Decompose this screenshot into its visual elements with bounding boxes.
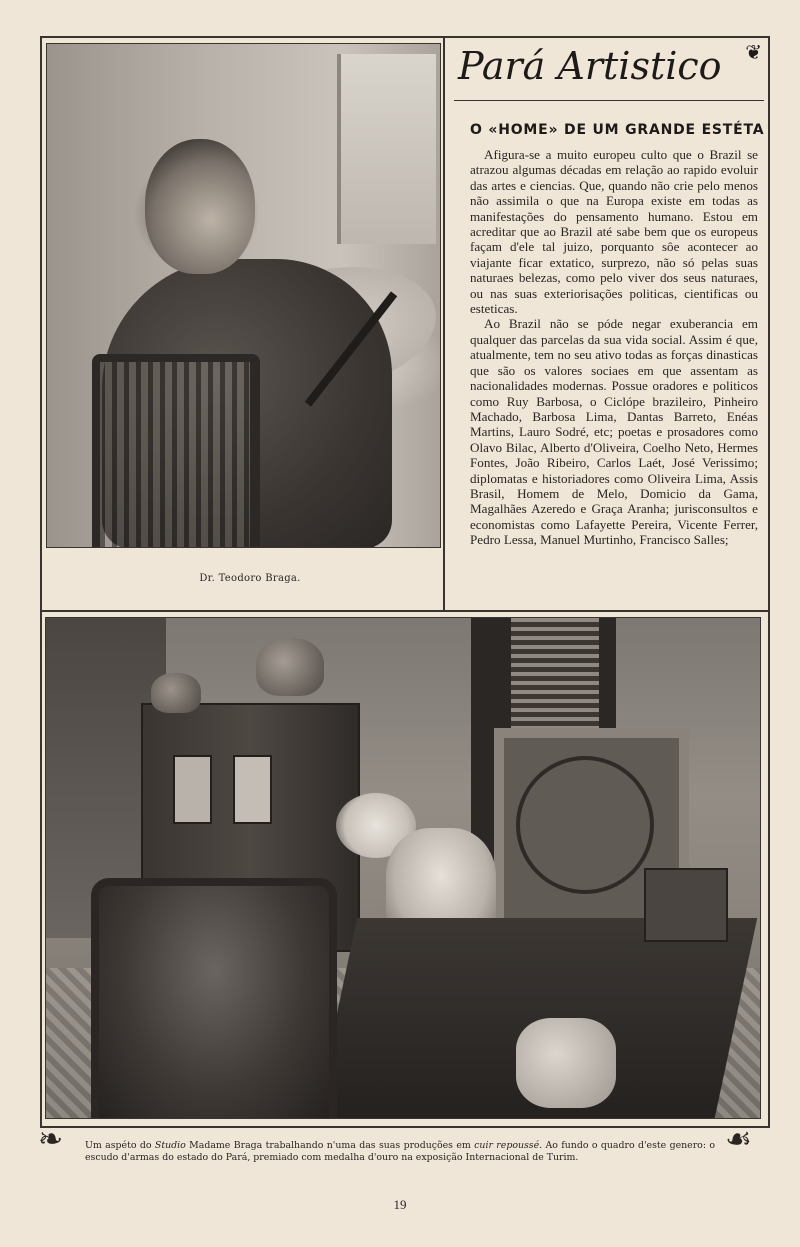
studio-shutter bbox=[511, 618, 599, 728]
portrait-figure-head bbox=[145, 139, 255, 274]
studio-caption-part3: . Ao fundo o quadro d'este genero: o escudo d'armas do estado do Pará, premiado com medalha d'ouro na exposição Internacional de Turim. bbox=[85, 1140, 715, 1163]
right-flourish-icon: ☙ bbox=[725, 1122, 752, 1157]
article-body bbox=[470, 147, 758, 548]
studio-caption-part2: Madame Braga trabalhando n'uma das suas produções em bbox=[185, 1140, 475, 1151]
article-paragraph: Afigura-se a muito europeu culto que o Brazil se atrazou algumas décadas em relação ao rapido evoluir das artes e ciencias. Que, quando não crie pelo menos não assimila o que na Europa existe em todas as manifestações do pensamento humano. Estou em acreditar que ao Brazil até sabe bem que os europeus façam d'ele tal juizo, porquanto sôe acontecer ao viajante ficar extatico, surprezo, não só pelas suas naturaes belezas, como pelo viver dos seus naturaes, ou nas suas exteriorisações politicas, cientificas ou esteticas. bbox=[470, 147, 758, 317]
studio-caption-technique: cuir repoussé bbox=[474, 1140, 540, 1151]
cabinet-pane bbox=[173, 755, 212, 824]
portrait-chair bbox=[92, 354, 260, 548]
studio-caption bbox=[85, 1140, 715, 1164]
studio-vase bbox=[256, 638, 324, 696]
masthead-title: Pará Artistico bbox=[458, 44, 722, 88]
cabinet-pane bbox=[233, 755, 272, 824]
article-paragraph: Ao Brazil não se póde negar exuberancia em qualquer das parcelas da sua vida social. Assim é que, atualmente, tem no seu ativo todas as forças dinasticas que são os valores sociaes em que assentam as nacionalidades modernas. Possue oradores e politicos como Ruy Barbosa, o Ciclópe brazileiro, Pinheiro Machado, Barbosa Lima, Dantas Barreto, Enéas Martins, Lauro Sodré, etc; poetas e prosadores como Olavo Bilac, Alberto d'Oliveira, Coelho Neto, Hermes Fontes, João Ribeiro, Carlos Laét, José Verissimo; diplomatas e historiadores como Oliveira Lima, Assis Brasil, Homem de Melo, Domicio da Gama, Magalhães Azeredo e Graça Aranha; jurisconsultos e economistas como Lafayette Pereira, Vicente Ferrer, Pedro Lessa, Manuel Murtinho, Francisco Salles; bbox=[470, 316, 758, 548]
portrait-window bbox=[337, 54, 436, 244]
studio-vase bbox=[151, 673, 201, 713]
left-flourish-icon: ❧ bbox=[38, 1122, 64, 1157]
masthead bbox=[452, 40, 764, 102]
article-title: O «HOME» DE UM GRANDE ESTÉTA bbox=[470, 122, 765, 138]
vertical-divider bbox=[443, 36, 445, 612]
masthead-flourish-icon: ❦ bbox=[745, 40, 762, 64]
studio-leather-bag bbox=[516, 1018, 616, 1108]
portrait-caption: Dr. Teodoro Braga. bbox=[199, 573, 301, 584]
horizontal-divider bbox=[40, 610, 768, 612]
studio-photo bbox=[45, 617, 761, 1119]
studio-box bbox=[644, 868, 728, 942]
coat-of-arms-wreath bbox=[516, 756, 654, 894]
page-number: 19 bbox=[393, 1197, 407, 1212]
studio-caption-studio-word: Studio bbox=[154, 1140, 186, 1151]
studio-chair bbox=[91, 878, 337, 1119]
masthead-rule bbox=[454, 100, 764, 101]
studio-caption-part1: Um aspéto do bbox=[85, 1140, 155, 1151]
portrait-photo bbox=[46, 43, 441, 548]
